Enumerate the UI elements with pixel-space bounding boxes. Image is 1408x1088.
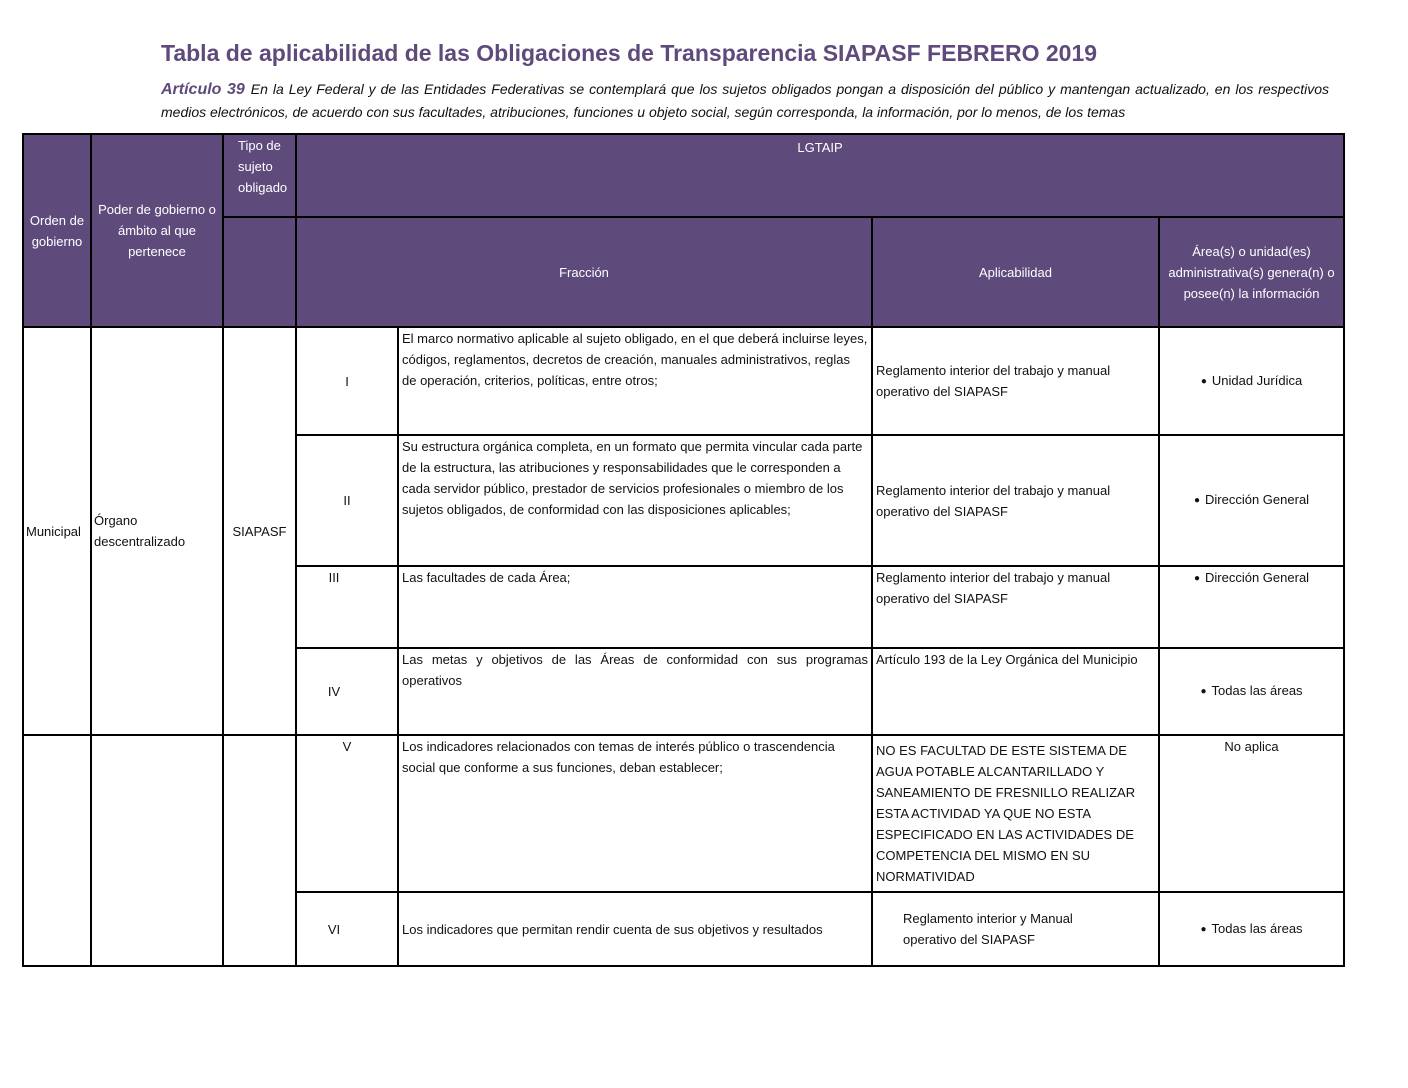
fraccion-number: III xyxy=(296,566,398,648)
header-tipo-blank xyxy=(223,217,296,327)
aplicabilidad-text: Reglamento interior del trabajo y manual operativo del SIAPASF xyxy=(872,327,1159,435)
fraccion-text: Las facultades de cada Área; xyxy=(398,566,872,648)
obligations-table xyxy=(22,133,1345,967)
cell-poder-empty xyxy=(91,735,223,966)
aplicabilidad-text: Reglamento interior del trabajo y manual operativo del SIAPASF xyxy=(872,435,1159,566)
table-row xyxy=(23,735,1344,892)
cell-tipo-empty xyxy=(223,735,296,966)
area-cell xyxy=(1159,892,1344,966)
fraccion-number: I xyxy=(296,327,398,435)
article-intro xyxy=(161,78,1329,134)
aplicabilidad-text: Artículo 193 de la Ley Orgánica del Municipio xyxy=(872,648,1159,735)
fraccion-text: Los indicadores relacionados con temas de interés público o trascendencia social que conforme a sus funciones, deban establecer; xyxy=(398,735,872,892)
area-cell xyxy=(1159,327,1344,435)
article-text: En la Ley Federal y de las Entidades Federativas se contemplará que los sujetos obligados pongan a disposición del público y mantengan actualizado, en los respectivos medios electrónicos, de acuerdo con sus facultades, atribuciones, funciones u objeto social, según corresponda, la información, por lo menos, de los temas xyxy=(161,81,1329,120)
article-label: Artículo 39 xyxy=(161,81,245,98)
area-text: ● Todas las áreas xyxy=(1200,683,1302,698)
header-lgtaip: LGTAIP xyxy=(296,134,1344,217)
fraccion-text: Su estructura orgánica completa, en un formato que permita vincular cada parte de la estructura, las atribuciones y responsabilidades que le corresponden a cada servidor público, prestador de servicios profesionales o miembro de los sujetos obligados, de conformidad con las disposiciones aplicables; xyxy=(398,435,872,566)
area-text: ● Dirección General xyxy=(1194,492,1309,507)
header-fraccion: Fracción xyxy=(296,217,872,327)
document-title: Tabla de aplicabilidad de las Obligaciones de Transparencia SIAPASF FEBRERO 2019 xyxy=(161,40,1098,66)
area-text: ● Unidad Jurídica xyxy=(1201,373,1302,388)
header-orden-de-gobierno: Orden de gobierno xyxy=(23,134,91,327)
cell-poder-de-gobierno: Órgano descentralizado xyxy=(91,327,223,735)
area-text: ● Todas las áreas xyxy=(1200,921,1302,936)
cell-tipo-sujeto: SIAPASF xyxy=(223,327,296,735)
area-text: No aplica xyxy=(1159,735,1344,892)
fraccion-number: V xyxy=(296,735,398,892)
cell-orden-empty xyxy=(23,735,91,966)
table-row xyxy=(23,327,1344,435)
fraccion-number: VI xyxy=(296,892,398,966)
header-tipo-de-sujeto: Tipo de sujeto obligado xyxy=(223,134,296,217)
header-poder-de-gobierno: Poder de gobierno o ámbito al que pertenece xyxy=(91,134,223,327)
fraccion-number: IV xyxy=(296,648,398,735)
fraccion-text: Los indicadores que permitan rendir cuenta de sus objetivos y resultados xyxy=(398,892,872,966)
area-cell xyxy=(1159,435,1344,566)
aplicabilidad-text: NO ES FACULTAD DE ESTE SISTEMA DE AGUA POTABLE ALCANTARILLADO Y SANEAMIENTO DE FRESNILLO REALIZAR ESTA ACTIVIDAD YA QUE NO ESTA ESPECIFICADO EN LAS ACTIVIDADES DE COMPETENCIA DEL MISMO EN SU NORMATIVIDAD xyxy=(872,735,1159,892)
fraccion-text: Las metas y objetivos de las Áreas de conformidad con sus programas operativos xyxy=(398,648,872,735)
area-cell xyxy=(1159,566,1344,648)
aplicabilidad-text: Reglamento interior y Manual operativo del SIAPASF xyxy=(872,892,1159,966)
fraccion-text: El marco normativo aplicable al sujeto obligado, en el que deberá incluirse leyes, códigos, reglamentos, decretos de creación, manuales administrativos, reglas de operación, criterios, políticas, entre otros; xyxy=(398,327,872,435)
area-cell xyxy=(1159,648,1344,735)
aplicabilidad-text: Reglamento interior del trabajo y manual operativo del SIAPASF xyxy=(872,566,1159,648)
fraccion-number: II xyxy=(296,435,398,566)
area-text: ● Dirección General xyxy=(1194,570,1309,585)
header-aplicabilidad: Aplicabilidad xyxy=(872,217,1159,327)
header-area: Área(s) o unidad(es) administrativa(s) genera(n) o posee(n) la información xyxy=(1159,217,1344,327)
cell-orden-de-gobierno: Municipal xyxy=(23,327,91,735)
